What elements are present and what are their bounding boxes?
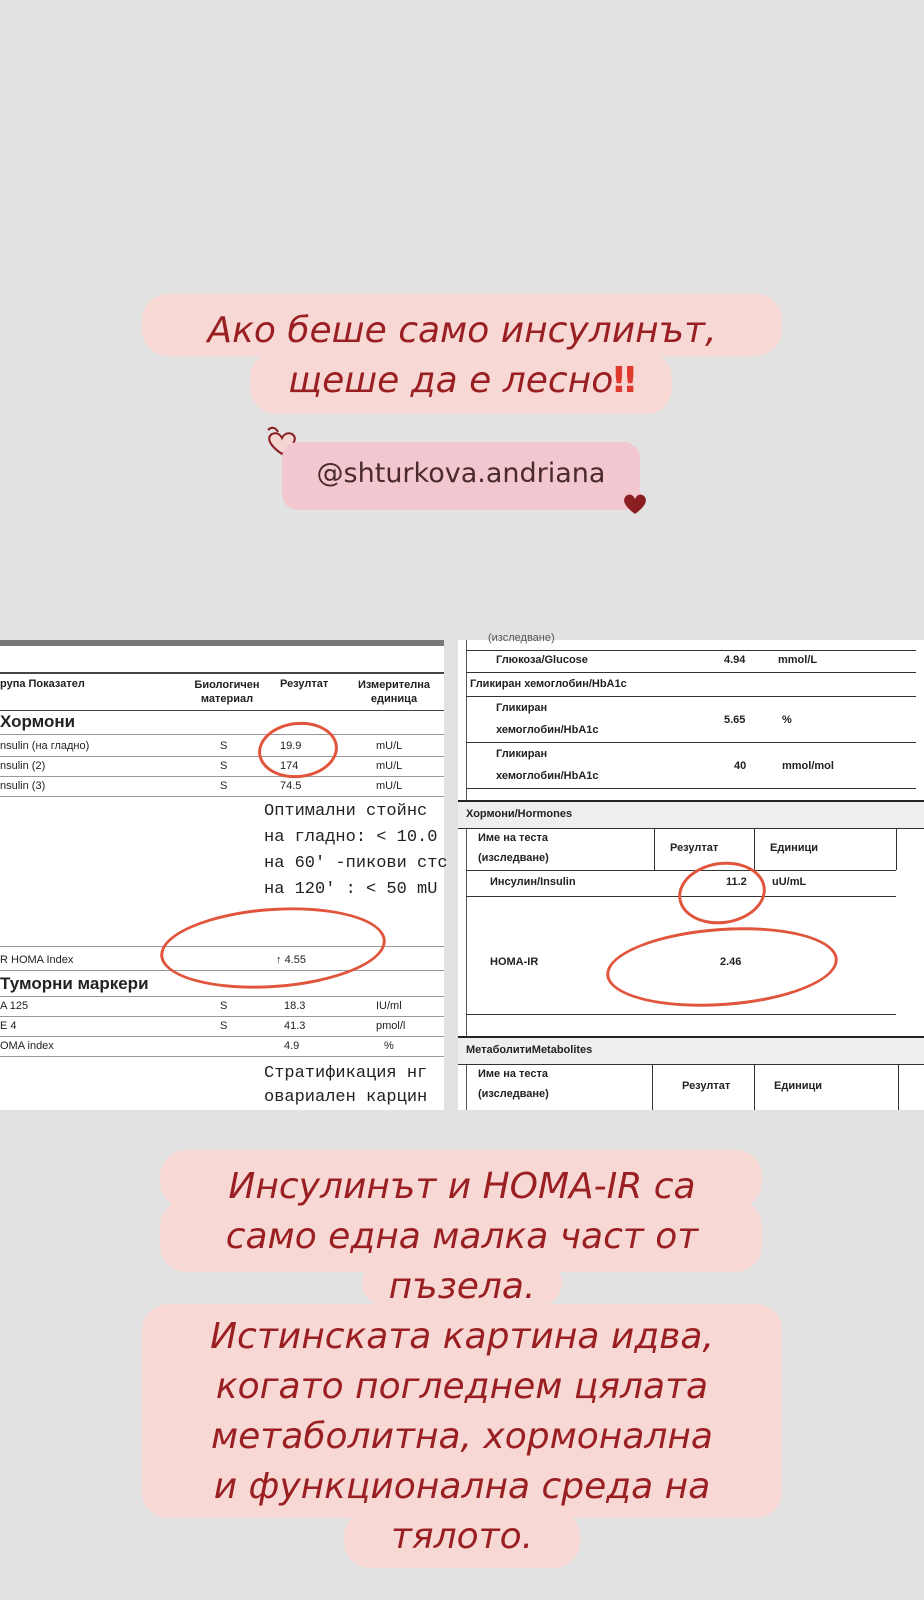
tumor-row-material: S [220,1020,228,1032]
top-row-text: (изследване) [488,632,555,644]
left-lab-report [0,640,448,1110]
insulin-unit: uU/mL [772,876,807,888]
header-top-rule [0,672,444,674]
col-divider [652,1064,653,1110]
hba1c-row-name2: хемоглобин/HbA1c [496,724,599,736]
rule [466,788,916,789]
hba1c-row-unit: mmol/mol [782,760,834,772]
rule [458,828,924,829]
col-unit: Единици [774,1080,823,1092]
row-name: nsulin (3) [0,780,46,792]
rule [0,796,444,797]
hba1c-row-name1: Гликиран [496,748,548,760]
col-result: Резултат [682,1080,731,1092]
col-result: Резултат [670,842,719,854]
tumor-row-result: 41.3 [284,1020,306,1032]
rule [466,650,916,651]
col-test-line2: (изследване) [478,1088,549,1100]
tumor-row-unit: % [384,1040,394,1052]
highlight-circle-insulin [674,856,770,930]
col-test-line1: Име на теста [478,1068,549,1080]
tumor-row-name: OMA index [0,1040,54,1052]
tumor-row-material: S [220,1000,228,1012]
row-unit: mU/L [376,740,403,752]
homa-result: ↑ 4.55 [276,954,306,966]
rule [0,1036,444,1037]
row-material: S [220,780,228,792]
hba1c-row-name2: хемоглобин/HbA1c [496,770,599,782]
rule [466,870,896,871]
col-test-line1: Име на теста [478,832,549,844]
tumor-row-unit: IU/ml [376,1000,402,1012]
optimal-line: Оптимални стойнс [264,802,428,821]
col-divider [754,1064,755,1110]
rule [466,696,916,697]
col-test-line2: (изследване) [478,852,549,864]
caption-bottom-line: тялото. [390,1516,534,1557]
row-unit: mU/L [376,760,403,772]
rule [0,1056,444,1057]
double-exclamation-icon: ‼ [613,360,636,401]
caption-bottom-line: и функционална среда на [213,1466,711,1507]
glucose-name: Глюкоза/Glucose [496,654,588,666]
rule [0,734,444,735]
tumor-row-result: 4.9 [284,1040,300,1052]
rule [0,1016,444,1017]
tumor-row-name: A 125 [0,1000,29,1012]
hba1c-row-unit: % [782,714,792,726]
highlight-circle-insulin [255,718,340,782]
section-hormones: Хормони [0,712,76,731]
hormones-title: Хормони/Hormones [466,808,573,820]
caption-bottom-line: когато погледнем цялата [215,1366,709,1407]
col-divider [896,828,897,870]
rule [0,756,444,757]
col-unit: Единици [770,842,819,854]
row-material: S [220,740,228,752]
optimal-line: на 120' : < 50 mU [264,880,438,899]
caption-top-line2: щеше да е лесно‼ [288,360,636,401]
caption-bottom-line: Истинската картина идва, [210,1316,714,1357]
optimal-line: на 60' -пикови стс [264,854,448,873]
top-rule [0,640,444,646]
hba1c-title: Гликиран хемоглобин/HbA1c [470,678,627,690]
heart-icon [620,490,650,516]
highlight-circle-homa [157,900,388,996]
col-divider [898,1064,899,1110]
header-unit: Измерителна единица [357,679,431,705]
row-unit: mU/L [376,780,403,792]
metabolites-title: МетаболитиMetabolites [466,1044,593,1056]
row-result: 19.9 [280,740,302,752]
glucose-unit: mmol/L [778,654,818,666]
insulin-name: Инсулин/Insulin [490,876,576,888]
strat-line: овариален карцин [264,1088,428,1107]
row-material: S [220,760,228,772]
insulin-result: 11.2 [726,876,747,888]
rule [0,996,444,997]
header-bottom-rule [0,710,444,711]
hba1c-row-result: 5.65 [724,714,746,726]
row-name: nsulin (на гладно) [0,740,90,752]
tumor-row-name: E 4 [0,1020,17,1032]
highlight-circle-homa-ir [604,920,841,1014]
instagram-handle[interactable]: @shturkova.andriana [316,458,606,489]
rule [0,776,444,777]
hba1c-row-name1: Гликиран [496,702,548,714]
tumor-row-unit: pmol/l [376,1020,406,1032]
caption-top-line1: Ако беше само инсулинът, [207,310,717,351]
rule [466,742,916,743]
header-result: Резултат [280,678,329,690]
col-divider [754,828,755,870]
caption-bottom-line: пъзела. [388,1266,536,1307]
optimal-line: на гладно: < 10.0 [264,828,438,847]
strat-line: Стратификация нг [264,1064,428,1083]
hba1c-row-result: 40 [734,760,747,772]
tumor-row-result: 18.3 [284,1000,306,1012]
rule [458,1064,924,1065]
homa-ir-name: HOMA-IR [490,956,539,968]
header-group: рупа Показател [0,678,85,690]
homa-ir-result: 2.46 [720,956,742,968]
rule [466,672,916,673]
caption-bottom-line: само една малка част от [225,1216,699,1257]
row-name: nsulin (2) [0,760,46,772]
rule [466,1014,896,1015]
homa-name: R HOMA Index [0,954,74,966]
right-lab-report [458,632,924,1110]
header-material: Биологичен материал [194,679,260,705]
glucose-result: 4.94 [724,654,746,666]
section-tumor: Туморни маркери [0,974,149,993]
caption-bottom-line: Инсулинът и HOMA-IR са [228,1166,696,1207]
row-result: 74.5 [280,780,302,792]
col-divider [654,828,655,870]
row-result: 174 [280,760,299,772]
caption-bottom-line: метаболитна, хормонална [211,1416,713,1457]
